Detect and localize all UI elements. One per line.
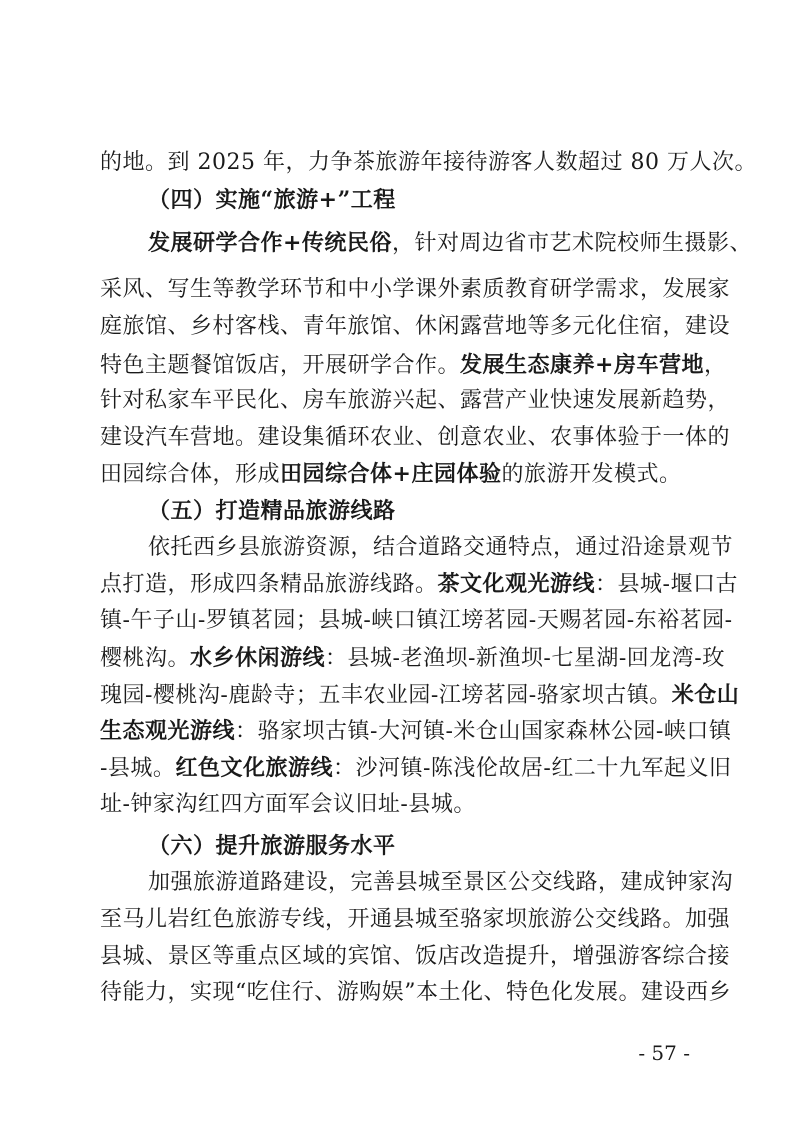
text-run: 樱桃沟。 (100, 646, 191, 671)
text-line (100, 978, 731, 1008)
text-run: 待能力，实现“吃住行、游购娱”本土化、特色化发展。建设西乡 (100, 980, 731, 1005)
text-run: ：沙河镇-陈浅伦故居-红二十九军起义旧 (332, 756, 732, 781)
text-run: 瑰园-樱桃沟-鹿龄寺；五丰农业园-江塝茗园-骆家坝古镇。 (100, 683, 672, 708)
text-line (100, 643, 725, 674)
bold-text: 红色文化旅游线 (175, 755, 333, 781)
text-line (100, 275, 731, 305)
text-line (100, 680, 740, 711)
text-run: 针对私家车平民化、房车旅游兴起、露营产业快速发展新趋势， (100, 388, 731, 413)
page-number: - 57 - (638, 1041, 690, 1065)
text-run: 建设汽车营地。建设集循环农业、创意农业、农事体验于一体的 (100, 425, 731, 450)
text-run: 县城、景区等重点区域的宾馆、饭店改造提升，增强游客综合接 (100, 944, 731, 969)
text-line (100, 753, 732, 784)
text-line (148, 868, 734, 898)
text-line (100, 386, 731, 416)
bold-text: 发展生态康养+房车营地 (460, 352, 704, 378)
text-line (100, 569, 738, 600)
text-run: -县城。 (100, 756, 176, 781)
text-line (148, 533, 734, 563)
text-run: 至马儿岩红色旅游专线，开通县城至骆家坝旅游公交线路。加强 (100, 907, 731, 932)
bold-text: （五）打造精品旅游线路 (148, 498, 396, 524)
text-run: ，针对周边省市艺术院校师生摄影、 (391, 231, 752, 256)
text-line (100, 942, 731, 972)
text-line (100, 148, 757, 178)
text-line (100, 790, 700, 820)
text-run: ， (703, 353, 727, 378)
text-run: ：县城-堰口古 (595, 572, 738, 597)
text-run: 址-钟家沟红四方面军会议旧址-县城。 (100, 792, 476, 817)
text-line (100, 312, 731, 342)
text-run: 依托西乡县旅游资源，结合道路交通特点，通过沿途景观节 (148, 535, 734, 560)
text-run: 采风、写生等教学环节和中小学课外素质教育研学需求，发展家 (100, 277, 731, 302)
text-line (100, 716, 732, 747)
text-run: 的地。到 2025 年，力争茶旅游年接待游客人数超过 80 万人次。 (100, 150, 757, 175)
text-run: 的旅游开发模式。 (501, 462, 682, 487)
bold-text: （六）提升旅游服务水平 (148, 833, 396, 859)
text-run: ：骆家坝古镇-大河镇-米仓山国家森林公园-峡口镇 (235, 719, 732, 744)
bold-text: （四）实施“旅游+”工程 (148, 187, 396, 213)
bold-text: 生态观光游线 (100, 718, 236, 744)
text-line (148, 185, 700, 216)
bold-text: 米仓山 (671, 682, 740, 708)
text-line (148, 496, 700, 527)
text-run: 镇-午子山-罗镇茗园；县城-峡口镇江塝茗园-天赐茗园-东裕茗园- (100, 608, 733, 633)
text-run: ：县城-老渔坝-新渔坝-七星湖-回龙湾-玫 (325, 646, 725, 671)
bold-text: 发展研学合作+传统民俗 (148, 230, 392, 256)
text-line (100, 905, 731, 935)
text-line (100, 606, 733, 636)
bold-text: 茶文化观光游线 (437, 571, 596, 597)
text-run: 特色主题餐馆饭店，开展研学合作。 (100, 353, 461, 378)
text-line (100, 350, 727, 381)
bold-text: 水乡休闲游线 (190, 645, 326, 671)
text-run: 庭旅馆、乡村客栈、青年旅馆、休闲露营地等多元化住宿，建设 (100, 314, 731, 339)
text-run: 田园综合体，形成 (100, 462, 281, 487)
text-run: 点打造，形成四条精品旅游线路。 (100, 572, 438, 597)
bold-text: 田园综合体+庄园体验 (280, 461, 502, 487)
text-line (100, 423, 731, 453)
text-line (148, 228, 752, 259)
text-line (100, 459, 700, 490)
text-line (148, 831, 700, 862)
text-run: 加强旅游道路建设，完善县城至景区公交线路，建成钟家沟 (148, 870, 734, 895)
